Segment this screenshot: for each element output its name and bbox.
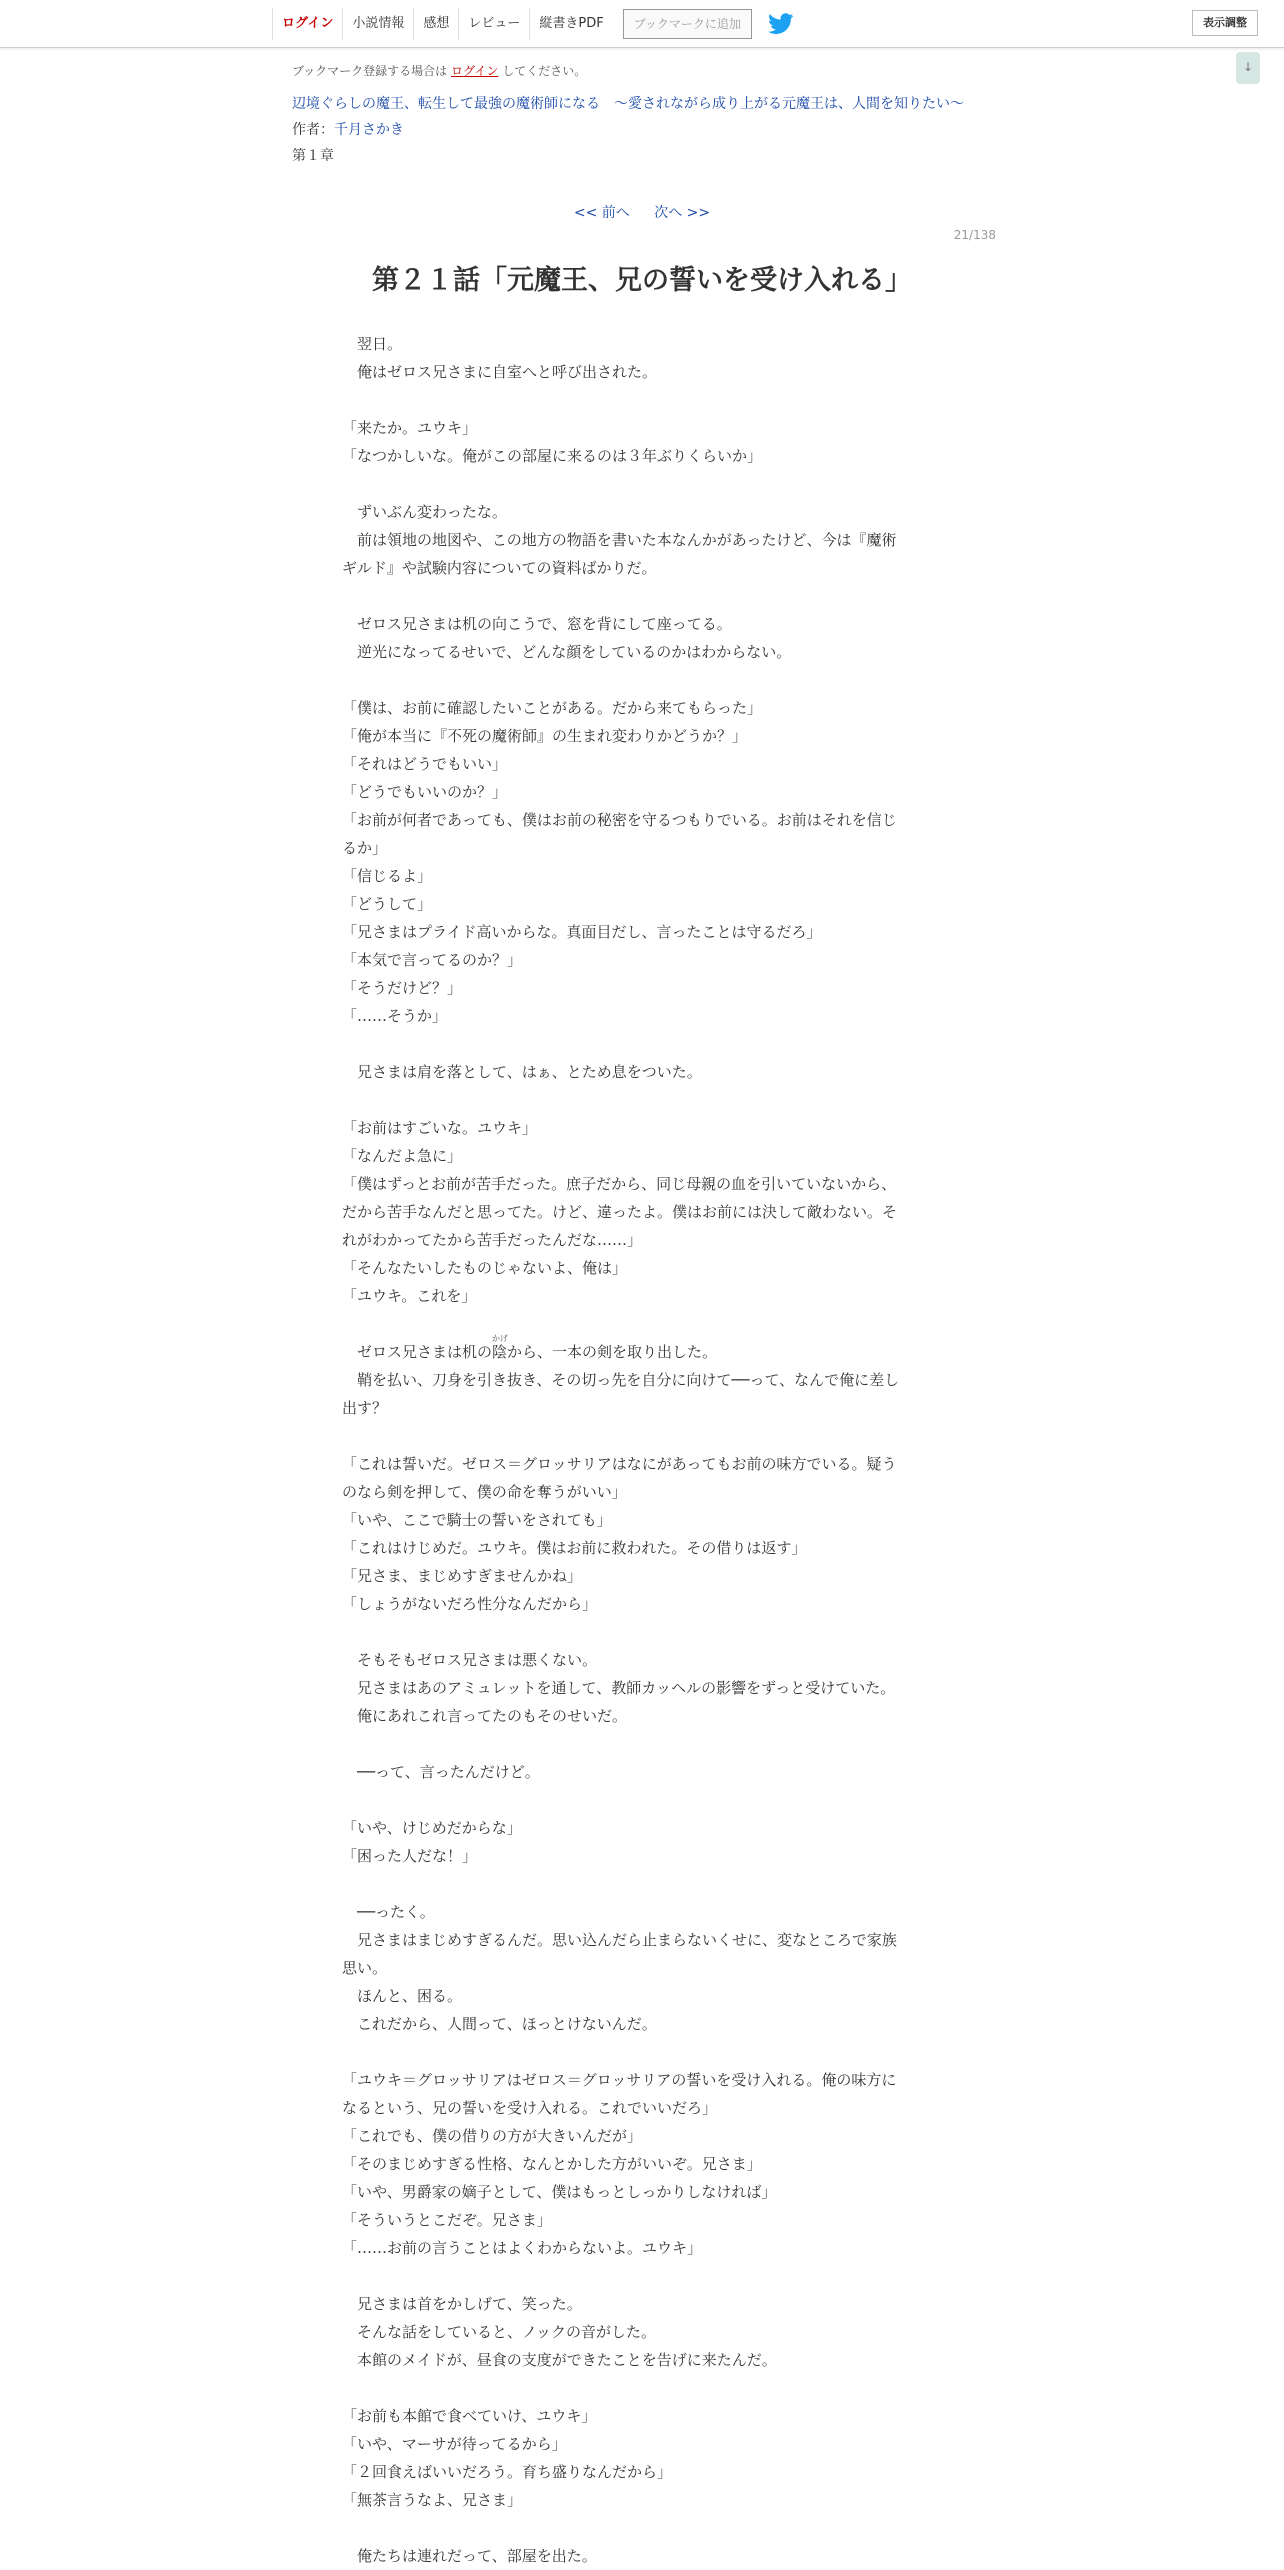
novel-line: 「信じるよ」 [342, 867, 433, 885]
author-label: 作者： [292, 122, 334, 138]
novel-line: 「なんだよ急に」 [342, 1147, 463, 1165]
review-link[interactable]: レビュー [458, 8, 529, 40]
ruby-base: 陰 [492, 1343, 508, 1361]
novel-line: 「兄さまはプライド高いからな。真面目だし、言ったことは守るだろ」 [342, 923, 822, 941]
novel-line: 「いや、ここで騎士の誓いをされても」 [342, 1511, 612, 1529]
top-navigation-bar [0, 0, 1284, 48]
episode-pager [0, 202, 1284, 222]
novel-line: だから苦手なんだと思ってた。けど、違ったよ。僕はお前には決して敵わない。そ [342, 1203, 898, 1221]
novel-line: 兄さまは肩を落として、はぁ、とため息をついた。 [342, 1063, 702, 1081]
novel-line: 「無茶言うなよ、兄さま」 [342, 2491, 523, 2509]
novel-line: ──って、言ったんだけど。 [342, 1763, 540, 1781]
novel-line: 「僕はずっとお前が苦手だった。庶子だから、同じ母親の血を引いていないから、 [342, 1175, 897, 1193]
novel-line: 「兄さま、まじめすぎませんかね」 [342, 1567, 583, 1585]
novel-line: 「僕は、お前に確認したいことがある。だから来てもらった」 [342, 699, 763, 717]
chapter-title: 第１章 [292, 148, 334, 164]
novel-line [342, 1870, 942, 1898]
novel-line: 「なつかしいな。俺がこの部屋に来るのは３年ぶりくらいか」 [342, 447, 763, 465]
novel-line: 「そうだけど？」 [342, 979, 463, 997]
novel-line: ギルド』や試験内容についての資料ばかりだ。 [342, 559, 657, 577]
novel-line: ゼロス兄さまは机の向こうで、窓を背にして座ってる。 [342, 615, 732, 633]
novel-line: 「ユウキ＝グロッサリアはゼロス＝グロッサリアの誓いを受け入れる。俺の味方に [342, 2071, 897, 2089]
novel-line: 本館のメイドが、昼食の支度ができたことを告げに来たんだ。 [342, 2351, 777, 2369]
novel-line [342, 1086, 942, 1114]
novel-line: 「本気で言ってるのか？」 [342, 951, 523, 969]
novel-info-link[interactable]: 小説情報 [342, 8, 413, 40]
next-episode-link[interactable]: 次へ >> [654, 205, 711, 221]
novel-line: ──ったく。 [342, 1903, 435, 1921]
novel-line [342, 1310, 942, 1338]
vertical-pdf-link[interactable]: 縦書きPDF [529, 8, 612, 40]
novel-line: 兄さまは首をかしげて、笑った。 [342, 2295, 582, 2313]
novel-line: れがわかってたから苦手だったんだな……」 [342, 1231, 643, 1249]
novel-line: 「お前はすごいな。ユウキ」 [342, 1119, 538, 1137]
novel-line: 「いや、マーサが待ってるから」 [342, 2435, 567, 2453]
novel-line: 「これは誓いだ。ゼロス＝グロッサリアはなにがあってもお前の味方でいる。疑う [342, 1455, 897, 1473]
novel-line: 「２回食えばいいだろう。育ち盛りなんだから」 [342, 2463, 673, 2481]
bookmark-note-text: ブックマーク登録する場合は [292, 64, 448, 78]
novel-line [342, 2038, 942, 2066]
novel-line: 前は領地の地図や、この地方の物語を書いた本なんかがあったけど、今は『魔術 [342, 531, 897, 549]
novel-line: 兄さまはあのアミュレットを通して、教師カッヘルの影響をずっと受けていた。 [342, 1679, 896, 1697]
prev-episode-link[interactable]: << 前へ [573, 205, 630, 221]
bookmark-note-text-end: してください。 [502, 64, 587, 78]
novel-line: 「いや、男爵家の嫡子として、僕はもっとしっかりしなければ」 [342, 2183, 777, 2201]
author-line [292, 119, 1012, 139]
author-link[interactable]: 千月さかき [334, 122, 404, 138]
novel-line: 「……お前の言うことはよくわからないよ。ユウキ」 [342, 2239, 703, 2257]
novel-line [342, 1334, 942, 1366]
novel-line [342, 1422, 942, 1450]
novel-line: 俺にあれこれ言ってたのもそのせいだ。 [342, 1707, 628, 1725]
ruby-annotation [492, 1334, 509, 1361]
novel-line [342, 1786, 942, 1814]
add-bookmark-button[interactable]: ブックマークに追加 [623, 9, 752, 39]
novel-line: 逆光になってるせいで、どんな顔をしているのかはわからない。 [342, 643, 792, 661]
novel-line: 「……そうか」 [342, 1007, 448, 1025]
novel-line: 「これはけじめだ。ユウキ。僕はお前に救われた。その借りは返す」 [342, 1539, 807, 1557]
novel-line: 翌日。 [342, 335, 403, 353]
novel-line [342, 386, 942, 414]
bookmark-login-note [292, 62, 1012, 79]
novel-line: 鞘を払い、刀身を引き抜き、その切っ先を自分に向けて──って、なんで俺に差し [342, 1371, 900, 1389]
novel-line: 「いや、けじめだからな」 [342, 1819, 522, 1837]
novel-line [342, 1030, 942, 1058]
novel-line: ずいぶん変わったな。 [342, 503, 507, 521]
novel-line-text: ゼロス兄さまは机の [342, 1343, 493, 1361]
novel-line: 「それはどうでもいい」 [342, 755, 508, 773]
novel-line [342, 666, 942, 694]
novel-line: 兄さまはまじめすぎるんだ。思い込んだら止まらないくせに、変なところで家族 [342, 1931, 897, 1949]
episode-number: 21/138 [953, 228, 996, 242]
novel-line [342, 2514, 942, 2542]
novel-line: なるという、兄の誓いを受け入れる。これでいいだろ」 [342, 2099, 718, 2117]
novel-line: 「困った人だな！」 [342, 1847, 478, 1865]
novel-line: ほんと、困る。 [342, 1987, 463, 2005]
episode-title: 第２１話「元魔王、兄の誓いを受け入れる」 [372, 265, 912, 296]
novel-line-text: から、一本の剣を取り出した。 [507, 1343, 718, 1361]
novel-line: るか」 [342, 839, 388, 857]
novel-line: そんな話をしていると、ノックの音がした。 [342, 2323, 656, 2341]
novel-line: 「そのまじめすぎる性格、なんとかした方がいいぞ。兄さま」 [342, 2155, 762, 2173]
novel-line: そもそもゼロス兄さまは悪くない。 [342, 1651, 598, 1669]
login-link[interactable]: ログイン [272, 8, 342, 40]
novel-line [342, 2262, 942, 2290]
novel-line: これだから、人間って、ほっとけないんだ。 [342, 2015, 657, 2033]
novel-line [342, 470, 942, 498]
bookmark-login-link[interactable]: ログイン [451, 64, 499, 78]
novel-line: 俺はゼロス兄さまに自室へと呼び出された。 [342, 363, 658, 381]
novel-line: 出す？ [342, 1399, 388, 1417]
display-settings-button[interactable]: 表示調整 [1192, 10, 1258, 36]
twitter-icon[interactable] [768, 13, 794, 35]
novel-line: 思い。 [342, 1959, 388, 1977]
novel-line: 「ユウキ。これを」 [342, 1287, 477, 1305]
novel-text [342, 330, 942, 2570]
impressions-link[interactable]: 感想 [413, 8, 458, 40]
novel-line [342, 1618, 942, 1646]
ruby-reading: かげ [492, 1334, 509, 1343]
novel-line [342, 1730, 942, 1758]
novel-line: 「俺が本当に『不死の魔術師』の生まれ変わりかどうか？」 [342, 727, 748, 745]
novel-line: のなら剣を押して、僕の命を奪うがいい」 [342, 1483, 627, 1501]
scroll-down-button[interactable]: ↓ [1236, 52, 1260, 84]
novel-line: 「来たか。ユウキ」 [342, 419, 478, 437]
novel-line: 「お前も本館で食べていけ、ユウキ」 [342, 2407, 597, 2425]
novel-line: 「そういうとこだぞ。兄さま」 [342, 2211, 552, 2229]
header-nav [272, 8, 794, 40]
novel-line: 「しょうがないだろ性分なんだから」 [342, 1595, 598, 1613]
novel-line: 「これでも、僕の借りの方が大きいんだが」 [342, 2127, 643, 2145]
novel-line: 俺たちは連れだって、部屋を出た。 [342, 2547, 597, 2565]
novel-line: 「どうでもいいのか？」 [342, 783, 508, 801]
series-title-link[interactable]: 辺境ぐらしの魔王、転生して最強の魔術師になる 〜愛されながら成り上がる元魔王は、人間を知りたい〜 [292, 96, 964, 112]
novel-line [342, 582, 942, 610]
novel-header [292, 62, 1012, 165]
novel-line [342, 2374, 942, 2402]
novel-line: 「お前が何者であっても、僕はお前の秘密を守るつもりでいる。お前はそれを信じ [342, 811, 897, 829]
novel-line: 「どうして」 [342, 895, 433, 913]
novel-line: 「そんなたいしたものじゃないよ、俺は」 [342, 1259, 628, 1277]
